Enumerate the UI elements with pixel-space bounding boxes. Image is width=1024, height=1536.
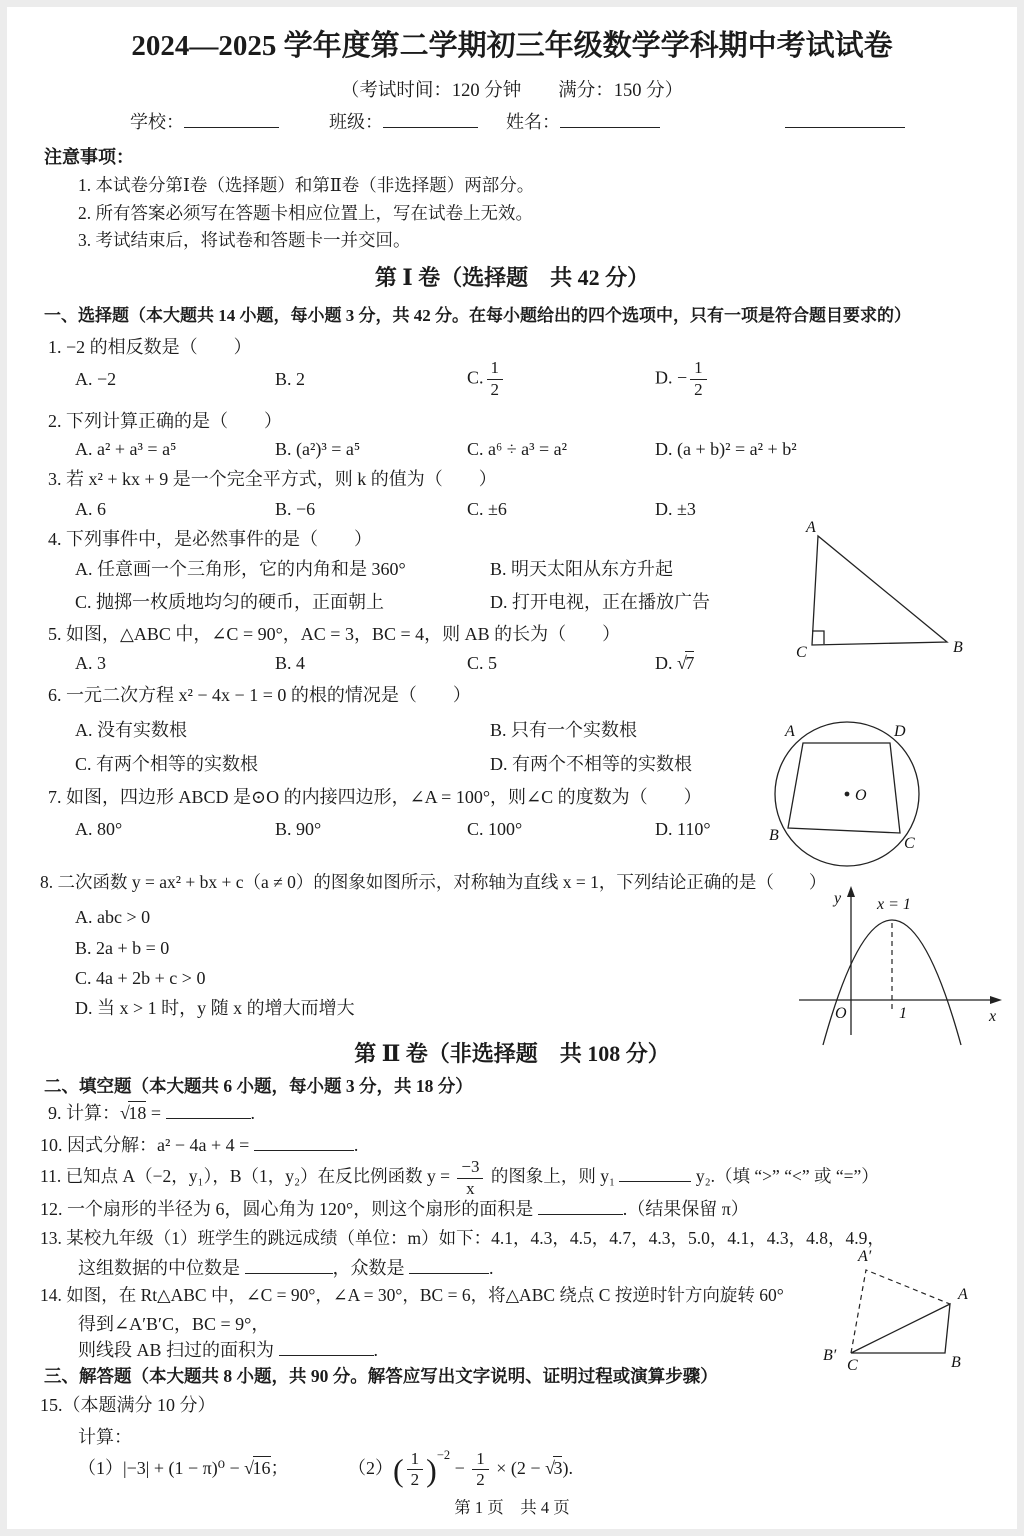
fraction: $\frac{1}{2}$ (407, 1450, 424, 1490)
vertex-label-B-prime: B′ (823, 1347, 837, 1364)
q14-answer-blank (279, 1340, 374, 1356)
q13-text-line1: 13. 某校九年级（1）班学生的跳远成绩（单位：m）如下：4.1，4.3，4.5，4.7，4.3，5.0，4.1，4.3，4.8，4.9， (40, 1228, 885, 1248)
q8-option-b: B. 2a + b = 0 (75, 938, 170, 958)
q6-option-d: D. 有两个不相等的实数根 (490, 754, 692, 774)
q5-option-b: B. 4 (275, 653, 306, 673)
q5-option-c: C. 5 (467, 653, 498, 673)
q11-text: 11. 已知点 A（−2，y₁），B（1，y₂）在反比例函数 y = $\frac{-3}{x}$ 的图象上，则 y₁ y₂.（填 “>” “<” 或 “=”） (40, 1157, 879, 1198)
q5-option-a: A. 3 (75, 653, 106, 673)
q2-options (75, 438, 975, 461)
q6-option-b: B. 只有一个实数根 (490, 720, 638, 740)
q12-answer-blank (538, 1199, 623, 1215)
fraction: $\frac{1}{2}$ (690, 359, 707, 399)
q2-option-b: B. (a²)³ = a⁵ (275, 439, 361, 459)
q10-answer-blank (254, 1135, 354, 1151)
q4-option-c: C. 抛掷一枚质地均匀的硬币，正面朝上 (75, 592, 385, 612)
q15-part2: （2）( $\frac{1}{2}$ )$^{-2}$ − $\frac{1}{2}$ × (2 − √3). (348, 1448, 573, 1490)
q1-option-b: B. 2 (275, 368, 306, 389)
exponent: −2 (436, 1448, 451, 1462)
vertex-label-C: C (847, 1357, 858, 1374)
q15-part1: （1）|−3| + (1 − π)⁰ − √16； (78, 1458, 289, 1478)
q4-option-a: A. 任意画一个三角形，它的内角和是 360° (75, 559, 406, 579)
name-field-label: 姓名： (506, 112, 560, 132)
q1-option-d: D. − $\frac{1}{2}$ (655, 359, 975, 399)
name-field-blank (560, 112, 660, 128)
parabola-curve (823, 920, 961, 1045)
q8-text: 8. 二次函数 y = ax² + bx + c（a ≠ 0）的图象如图所示，对称轴为直线 x = 1，下列结论正确的是（ ） (40, 872, 827, 892)
vertex-label-C: C (796, 644, 807, 661)
exam-subtitle: （考试时间：120 分钟 满分：150 分） (340, 81, 684, 101)
notice-item-3: 3. 考试结束后，将试卷和答题卡一并交回。 (78, 230, 411, 250)
q1-options (75, 355, 975, 403)
triangle-outline (812, 536, 947, 645)
sqrt-expression: √7 (677, 653, 695, 673)
notice-item-2: 2. 所有答案必须写在答题卡相应位置上，写在试卷上无效。 (78, 203, 533, 223)
q3-option-c: C. ±6 (467, 499, 507, 519)
q2-text: 2. 下列计算正确的是（ ） (48, 411, 282, 431)
q3-option-a: A. 6 (75, 499, 106, 519)
q2-option-c: C. a⁶ ÷ a³ = a² (467, 439, 568, 459)
school-field-blank (184, 112, 279, 128)
section1-title: 第 Ⅰ 卷（选择题 共 42 分） (374, 265, 650, 290)
q7-option-b: B. 90° (275, 819, 322, 839)
q15-head: 15.（本题满分 10 分） (40, 1395, 216, 1415)
notice-title: 注意事项： (44, 147, 134, 167)
q13-mode-blank (409, 1258, 489, 1274)
q2-option-a: A. a² + a³ = a⁵ (75, 439, 177, 459)
exam-title: 2024—2025 学年度第二学期初三年级数学学科期中考试试卷 (131, 30, 893, 62)
vertex-label-A: A (958, 1286, 968, 1303)
vertex-label-A-prime: A′ (858, 1248, 872, 1265)
q6-option-a: A. 没有实数根 (75, 720, 187, 740)
q7-text: 7. 如图，四边形 ABCD 是⊙O 的内接四边形，∠A = 100°，则∠C 的度数为（ ） (48, 787, 702, 807)
q3-option-b: B. −6 (275, 499, 316, 519)
page-number-footer: 第 1 页 共 4 页 (454, 1498, 570, 1517)
x-axis-arrow (990, 996, 1002, 1004)
extra-blank-row (785, 111, 905, 134)
q6-option-c: C. 有两个相等的实数根 (75, 754, 259, 774)
q7-circle-figure (765, 703, 940, 881)
symmetry-label: x = 1 (877, 896, 911, 913)
q14-text-line3: 则线段 AB 扫过的面积为 . (78, 1340, 379, 1360)
q12-text: 12. 一个扇形的半径为 6，圆心角为 120°，则这个扇形的面积是 .（结果保留 π） (40, 1199, 749, 1219)
origin-label: O (835, 1005, 847, 1022)
q2-option-d: D. (a + b)² = a² + b² (655, 439, 797, 459)
class-field-blank (383, 112, 478, 128)
q1-text: 1. −2 的相反数是（ ） (48, 337, 252, 357)
notice-item-1: 1. 本试卷分第Ⅰ卷（选择题）和第Ⅱ卷（非选择题）两部分。 (78, 175, 535, 195)
student-info-row (130, 111, 660, 134)
center-dot (845, 792, 850, 797)
triangle-ABC (851, 1304, 950, 1353)
right-angle-mark (812, 631, 824, 644)
q5-right-triangle-figure (790, 518, 990, 661)
section2-intro: 二、填空题（本大题共 6 小题，每小题 3 分，共 18 分） (44, 1076, 473, 1096)
q9-answer-blank (166, 1103, 251, 1119)
q4-option-b: B. 明天太阳从东方升起 (490, 559, 674, 579)
y-axis-label: y (834, 890, 842, 907)
q14-rotation-figure (822, 1243, 1022, 1378)
q8-option-c: C. 4a + 2b + c > 0 (75, 968, 206, 988)
q3-text: 3. 若 x² + kx + 9 是一个完全平方式，则 k 的值为（ ） (48, 469, 497, 489)
school-field-label: 学校： (130, 112, 184, 132)
q5-text: 5. 如图，△ABC 中，∠C = 90°，AC = 3，BC = 4，则 AB 的长为（ ） (48, 624, 621, 644)
q7-option-c: C. 100° (467, 819, 523, 839)
fraction: $\frac{1}{2}$ (472, 1450, 489, 1490)
vertex-label-A: A (806, 519, 816, 536)
section3-intro: 三、解答题（本大题共 8 小题，共 90 分。解答应写出文字说明、证明过程或演算步骤） (44, 1366, 718, 1386)
q14-text-line2: 得到∠A′B′C，BC = 9°， (78, 1314, 270, 1334)
q1-option-a: A. −2 (75, 368, 117, 389)
big-left-paren: ( (393, 1451, 404, 1488)
y-axis-arrow (847, 886, 855, 897)
q7-option-d: D. 110° (655, 819, 711, 839)
fraction: $\frac{1}{2}$ (487, 359, 504, 399)
q4-option-d: D. 打开电视，正在播放广告 (490, 592, 710, 612)
x-tick-label-1: 1 (899, 1005, 907, 1022)
x-axis-label: x (989, 1008, 997, 1025)
q4-text: 4. 下列事件中，是必然事件的是（ ） (48, 529, 372, 549)
section2-title: 第 Ⅱ 卷（非选择题 共 108 分） (354, 1041, 670, 1066)
q7-option-a: A. 80° (75, 819, 123, 839)
section1-intro: 一、选择题（本大题共 14 小题，每小题 3 分，共 42 分。在每小题给出的四个选项中，只有一项是符合题目要求的） (44, 306, 911, 325)
q6-text: 6. 一元二次方程 x² − 4x − 1 = 0 的根的情况是（ ） (48, 685, 471, 705)
q3-option-d: D. ±3 (655, 499, 696, 519)
sqrt-expression: √16 (244, 1458, 271, 1478)
q13-median-blank (245, 1258, 333, 1274)
vertex-label-A: A (785, 723, 795, 740)
extra-field-blank (785, 112, 905, 128)
q15-expressions (78, 1448, 573, 1490)
q8-option-d: D. 当 x > 1 时，y 随 x 的增大而增大 (75, 998, 355, 1018)
fraction: $\frac{-3}{x}$ (457, 1158, 483, 1198)
inscribed-quadrilateral (788, 743, 900, 833)
center-label-O: O (855, 787, 867, 804)
q8-parabola-figure (793, 883, 1013, 1053)
vertex-label-B: B (769, 827, 779, 844)
q11-answer-blank (619, 1166, 691, 1182)
sqrt-expression: √18 (120, 1103, 147, 1123)
q9-text: 9. 计算：√18 = . (48, 1103, 256, 1123)
q1-option-c: C. $\frac{1}{2}$ (467, 359, 655, 399)
q13-text-line2: 这组数据的中位数是 ，众数是 . (78, 1258, 494, 1278)
q14-text-line1: 14. 如图，在 Rt△ABC 中，∠C = 90°，∠A = 30°，BC = 6，将△ABC 绕点 C 按逆时针方向旋转 60° (40, 1285, 784, 1305)
q8-option-a: A. abc > 0 (75, 907, 151, 927)
sqrt-expression: √3 (545, 1458, 563, 1478)
class-field-label: 班级： (329, 112, 383, 132)
vertex-label-B: B (951, 1354, 961, 1371)
vertex-label-D: D (894, 723, 906, 740)
q5-option-d: D. √7 (655, 653, 695, 673)
q10-text: 10. 因式分解：a² − 4a + 4 = . (40, 1135, 359, 1155)
big-right-paren: ) (426, 1451, 437, 1488)
vertex-label-B: B (953, 639, 963, 656)
vertex-label-C: C (904, 835, 915, 852)
q15-calc-label: 计算： (78, 1427, 132, 1447)
